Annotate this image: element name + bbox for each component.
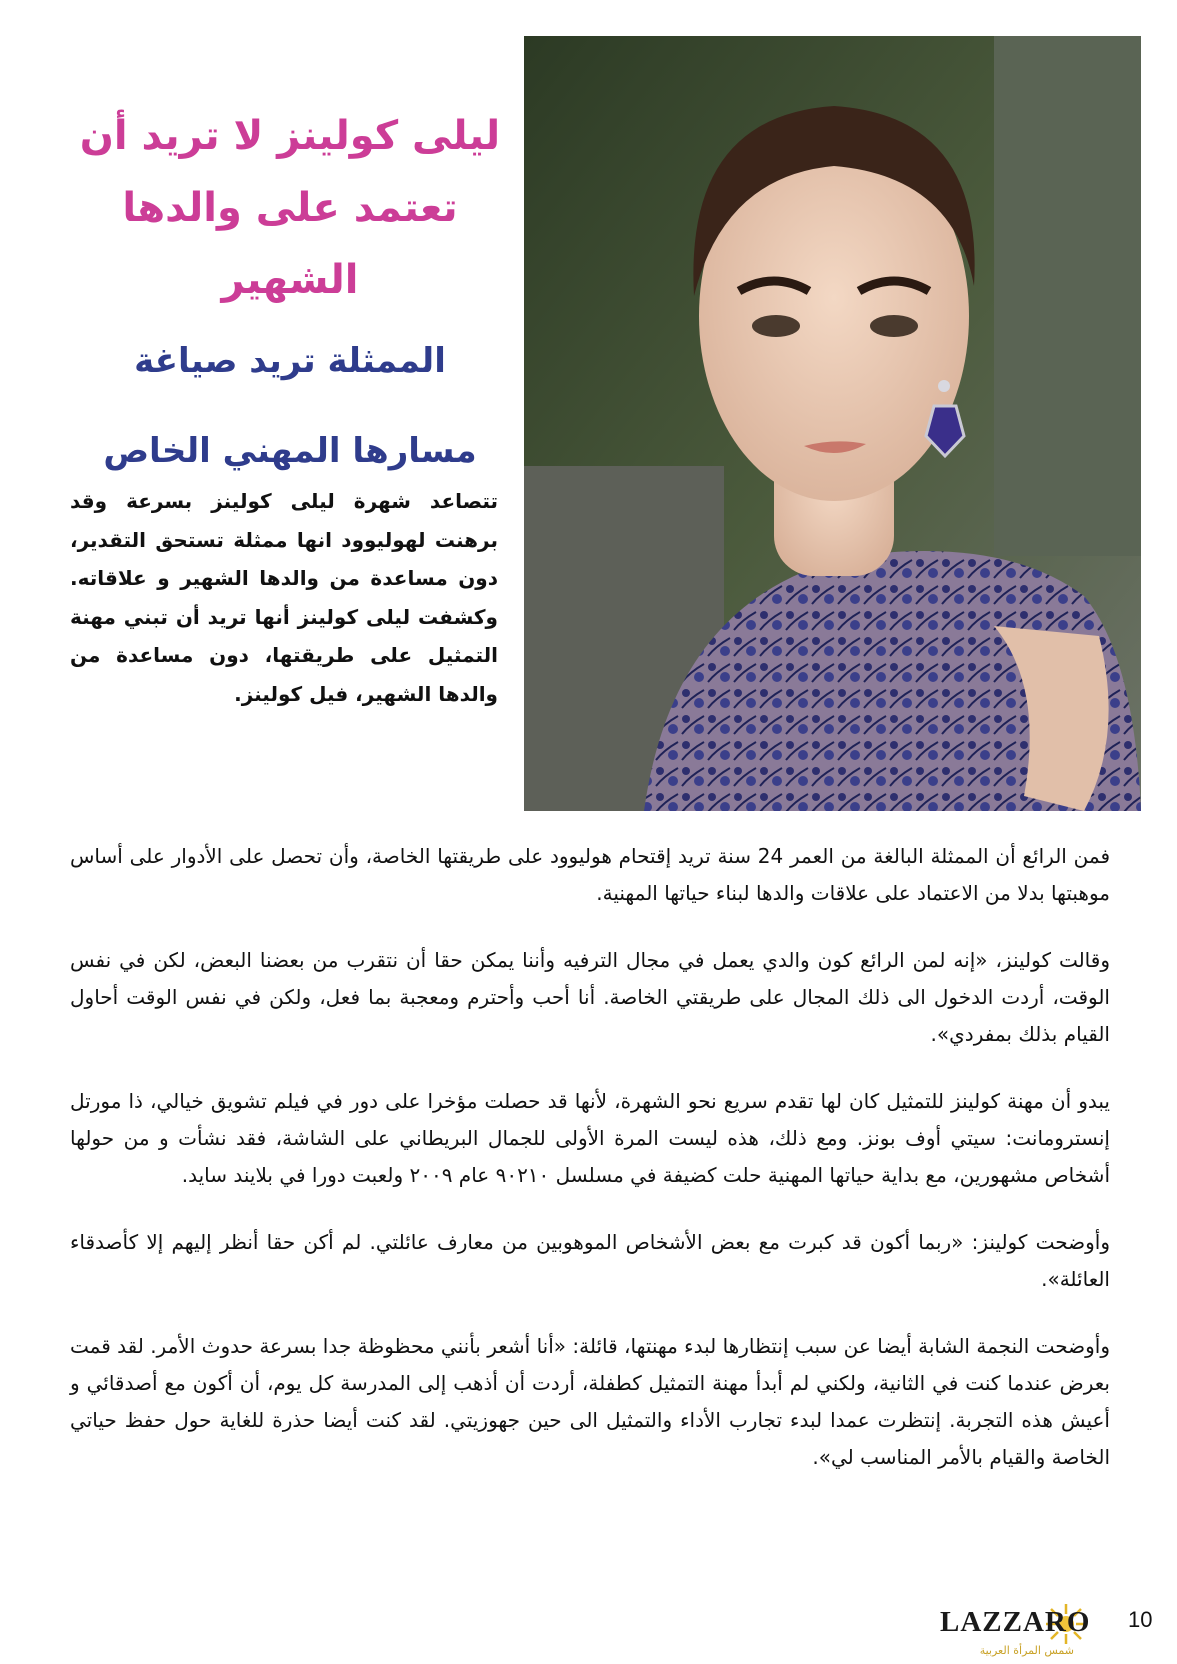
headline-line-3: الممثلة تريد صياغة xyxy=(134,341,446,381)
logo-tagline: شمس المرأة العربية xyxy=(979,1644,1074,1657)
headline-line-1: ليلى كولينز لا تريد أن xyxy=(79,113,501,159)
headline-line-4: مسارها المهني الخاص xyxy=(103,431,477,471)
headline xyxy=(55,100,525,496)
body-paragraph-5: وأوضحت النجمة الشابة أيضا عن سبب إنتظارها لبدء مهنتها، قائلة: «أنا أشعر بأنني محظوظة جدا بسرعة حدوث الأمر. لقد قمت بعرض عندما كنت في الثانية، ولكني لم أبدأ مهنة التمثيل كطفلة، أردت أن أذهب إلى المدرسة كل يوم، أن أكون مع أصدقائي و أعيش هذه التجربة. إنتظرت عمدا لبدء تجارب الأداء والتمثيل الى حين جهوزيتي. لقد كنت أيضا حذرة للغاية حول حفظ حياتي الخاصة والقيام بالأمر المناسب لي». xyxy=(70,1334,1110,1469)
body-paragraph-4: وأوضحت كولينز: «ربما أكون قد كبرت مع بعض الأشخاص الموهوبين من معارف عائلتي. لم أكن حقا أنظر إليهم إلا كأصدقاء العائلة». xyxy=(70,1230,1110,1291)
article-body xyxy=(70,838,1110,1506)
body-paragraph-3: يبدو أن مهنة كولينز للتمثيل كان لها تقدم سريع نحو الشهرة، لأنها قد حصلت مؤخرا على دور في فيلم تشويق خيالي، ذا مورتل إنسترومانت: سيتي أوف بونز. ومع ذلك، هذه ليست المرة الأولى للجمال البريطاني على الشاشة، فقد نشأت و من حولها أشخاص مشهورين، مع بداية حياتها المهنية حلت كضيفة في مسلسل ٩٠٢١٠ عام ٢٠٠٩ ولعبت دورا في بلايند سايد. xyxy=(70,1089,1110,1187)
logo-wordmark: LAZZARO xyxy=(940,1606,1091,1638)
lead-paragraph: تتصاعد شهرة ليلى كولينز بسرعة وقد برهنت لهوليوود انها ممثلة تستحق التقدير، دون مساعدة من والدها الشهير و علاقاته. وكشفت ليلى كولينز أنها تريد أن تبني مهنة التمثيل على طريقتها، دون مساعدة من والدها الشهير، فيل كولينز. xyxy=(70,489,498,706)
lazzaro-logo xyxy=(940,1602,1110,1660)
page-number: 10 xyxy=(1128,1607,1153,1632)
body-paragraph-1: فمن الرائع أن الممثلة البالغة من العمر 24 سنة تريد إقتحام هوليوود على طريقتها الخاصة، وأن تحصل على الأدوار على أساس موهبتها بدلا من الاعتماد على علاقات والدها لبناء حياتها المهنية. xyxy=(70,844,1111,905)
body-paragraph-2: وقالت كولينز، «إنه لمن الرائع كون والدي يعمل في مجال الترفيه وأننا يمكن حقا أن نتقرب من بعضنا البعض، لكن في نفس الوقت، أردت الدخول الى ذلك المجال على طريقتي الخاصة. أنا أحب وأحترم ومعجبة بما فعل، ولكن في نفس الوقت أحاول القيام بذلك بمفردي». xyxy=(70,948,1110,1046)
headline-line-2: تعتمد على والدها الشهير xyxy=(122,185,458,303)
portrait-photo xyxy=(524,36,1141,811)
